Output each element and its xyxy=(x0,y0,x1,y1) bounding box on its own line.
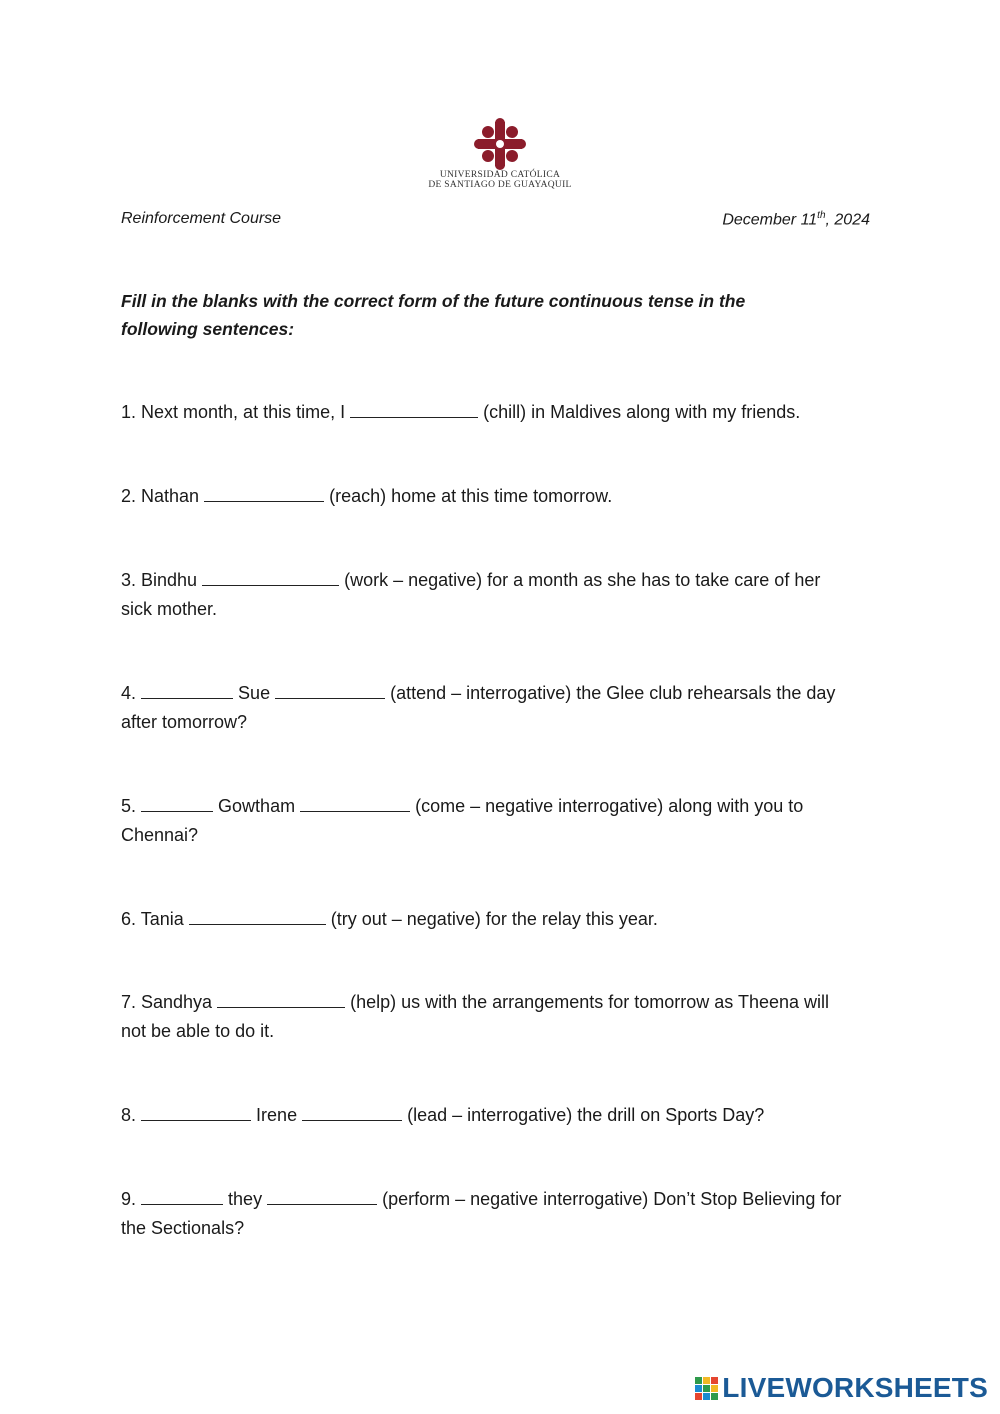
liveworksheets-watermark xyxy=(695,1372,988,1404)
item-text: (help) us with the arrangements for tomorrow as Theena will xyxy=(350,992,829,1012)
item-text: (try out – negative) for the relay this year. xyxy=(330,909,658,929)
item-text: 1. Next month, at this time, I xyxy=(121,402,346,422)
instructions-line-2: following sentences: xyxy=(121,319,295,339)
item-text: (reach) home at this time tomorrow. xyxy=(329,486,613,506)
worksheet-date xyxy=(722,210,870,229)
instructions xyxy=(121,287,881,343)
exercise-item-4 xyxy=(121,679,891,736)
item-text: Sue xyxy=(238,683,271,703)
answer-blank[interactable] xyxy=(275,682,385,699)
item-text: they xyxy=(228,1189,263,1209)
answer-blank[interactable] xyxy=(141,1188,223,1205)
item-text: (lead – interrogative) the drill on Sports Day? xyxy=(407,1105,765,1125)
answer-blank[interactable] xyxy=(202,569,339,586)
item-text: (attend – interrogative) the Glee club rehearsals the day xyxy=(390,683,836,703)
item-text-continued: not be able to do it. xyxy=(121,1020,275,1041)
answer-blank[interactable] xyxy=(267,1188,377,1205)
item-text: 4. xyxy=(121,683,137,703)
item-text: 5. xyxy=(121,796,137,816)
answer-blank[interactable] xyxy=(302,1104,402,1121)
date-suffix-sup: th xyxy=(817,210,826,221)
exercise-item-2 xyxy=(121,482,891,511)
item-text-continued: Chennai? xyxy=(121,824,199,845)
answer-blank[interactable] xyxy=(300,795,410,812)
answer-blank[interactable] xyxy=(141,795,213,812)
item-text-continued: after tomorrow? xyxy=(121,711,248,732)
answer-blank[interactable] xyxy=(204,485,324,502)
item-text: 6. Tania xyxy=(121,909,184,929)
exercise-item-1 xyxy=(121,398,891,427)
answer-blank[interactable] xyxy=(189,908,326,925)
liveworksheets-logo-icon xyxy=(695,1377,718,1400)
item-text-continued: sick mother. xyxy=(121,598,218,619)
item-text: Irene xyxy=(256,1105,298,1125)
item-text-continued: the Sectionals? xyxy=(121,1217,245,1238)
logo-line-2: DE SANTIAGO DE GUAYAQUIL xyxy=(428,180,572,190)
exercise-item-8 xyxy=(121,1101,891,1130)
university-logo xyxy=(400,118,600,190)
date-year: , 2024 xyxy=(825,211,870,229)
university-cross-icon xyxy=(474,118,526,170)
answer-blank[interactable] xyxy=(217,991,345,1008)
item-text: 9. xyxy=(121,1189,137,1209)
item-text: (perform – negative interrogative) Don’t Stop Believing for xyxy=(382,1189,842,1209)
exercise-item-9 xyxy=(121,1185,891,1242)
item-text: 7. Sandhya xyxy=(121,992,213,1012)
answer-blank[interactable] xyxy=(141,682,233,699)
exercise-item-3 xyxy=(121,566,891,623)
item-text: Gowtham xyxy=(218,796,296,816)
item-text: 8. xyxy=(121,1105,137,1125)
item-text: 2. Nathan xyxy=(121,486,200,506)
item-text: (come – negative interrogative) along with you to xyxy=(415,796,804,816)
item-text: 3. Bindhu xyxy=(121,570,198,590)
item-text: (work – negative) for a month as she has to take care of her xyxy=(344,570,821,590)
course-name: Reinforcement Course xyxy=(121,210,282,227)
exercise-item-7 xyxy=(121,988,891,1045)
liveworksheets-brand-text: LIVEWORKSHEETS xyxy=(722,1372,988,1403)
instructions-line-1: Fill in the blanks with the correct form of the future continuous tense in the xyxy=(121,291,746,311)
exercise-item-5 xyxy=(121,792,891,849)
item-text: (chill) in Maldives along with my friends. xyxy=(483,402,801,422)
logo-line-1: UNIVERSIDAD CATÓLICA xyxy=(439,170,561,180)
answer-blank[interactable] xyxy=(350,401,478,418)
date-prefix: December 11 xyxy=(722,211,818,229)
exercise-item-6 xyxy=(121,905,891,934)
answer-blank[interactable] xyxy=(141,1104,251,1121)
